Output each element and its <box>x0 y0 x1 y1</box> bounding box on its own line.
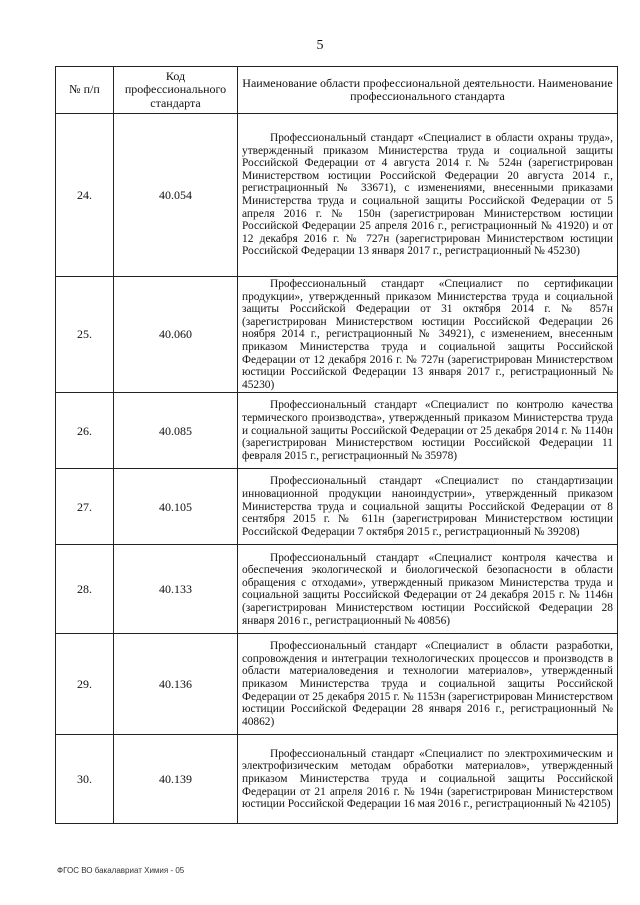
professional-standards-table <box>55 66 618 824</box>
table-row <box>56 634 618 735</box>
standard-description-text: Профессиональный стандарт «Специалист по стандартизации инновационной продукции наноиндустрии», утвержденный приказом Министерства труда и социальной защиты Российской Федерации от 8 сентября 2015 г. № 611н (зарегистрирован Министерством юстиции Российской Федерации 7 октября 2015 г., регистрационный № 39208) <box>242 475 613 538</box>
table-row <box>56 393 618 469</box>
table-row <box>56 114 618 277</box>
standard-code: 40.105 <box>114 469 238 545</box>
row-number: 27. <box>56 469 114 545</box>
standard-description <box>238 114 618 277</box>
standard-code: 40.060 <box>114 277 238 393</box>
standard-description <box>238 735 618 824</box>
row-number: 30. <box>56 735 114 824</box>
table-row <box>56 545 618 634</box>
table-row <box>56 735 618 824</box>
page-number: 5 <box>316 38 324 53</box>
standard-description <box>238 277 618 393</box>
table-row <box>56 469 618 545</box>
row-number: 28. <box>56 545 114 634</box>
header-number: № п/п <box>56 67 114 114</box>
document-footer: ФГОС ВО бакалавриат Химия - 05 <box>57 866 185 875</box>
standard-description <box>238 469 618 545</box>
standard-description-text: Профессиональный стандарт «Специалист контроля качества и обеспечения экологической и биологической безопасности в области обращения с отходами», утвержденный приказом Министерства труда и социальной защиты Российской Федерации от 24 декабря 2015 г. № 1146н (зарегистрирован Министерством юстиции Российской Федерации 28 января 2016 г., регистрационный № 40856) <box>242 551 613 627</box>
standard-code: 40.085 <box>114 393 238 469</box>
table-header-row <box>56 67 618 114</box>
standard-description-text: Профессиональный стандарт «Специалист по электрохимическим и электрофизическим методам обработки материалов», утвержденный приказом Министерства труда и социальной защиты Российской Федерации от 21 апреля 2016 г. № 194н (зарегистрирован Министерством юстиции Российской Федерации 16 мая 2016 г., регистрационный № 42105) <box>242 747 613 811</box>
standard-description-text: Профессиональный стандарт «Специалист по контролю качества термического производства», утвержденный приказом Министерства труда и социальной защиты Российской Федерации от 25 декабря 2014 г. № 1140н (зарегистрирован Министерством юстиции Российской Федерации 11 февраля 2015 г., регистрационный № 35978) <box>242 399 613 462</box>
row-number: 26. <box>56 393 114 469</box>
standard-code: 40.136 <box>114 634 238 735</box>
standard-description <box>238 393 618 469</box>
standard-description-text: Профессиональный стандарт «Специалист по сертификации продукции», утвержденный приказом Министерства труда и социальной защиты Российской Федерации от 31 октября 2014 г. № 857н (зарегистрирован Министерством юстиции Российской Федерации 26 ноября 2014 г., регистрационный № 34921), с изменением, внесенным приказом Министерства труда и социальной защиты Российской Федерации от 12 декабря 2016 г. № 727н (зарегистрирован Министерством юстиции Российской Федерации 13 января 2017 г., регистрационный № 45230) <box>242 278 613 391</box>
standard-description <box>238 634 618 735</box>
row-number: 25. <box>56 277 114 393</box>
standard-code: 40.054 <box>114 114 238 277</box>
standard-description-text: Профессиональный стандарт «Специалист в области разработки, сопровождения и интеграции технологических процессов и производств в области материаловедения и технологии материалов», утвержденный приказом Министерства труда и социальной защиты Российской Федерации от 25 декабря 2015 г. № 1153н (зарегистрирован Министерством юстиции Российской Федерации 28 января 2016 г., регистрационный № 40862) <box>242 640 613 728</box>
standard-code: 40.133 <box>114 545 238 634</box>
header-standard-code: Код профессионального стандарта <box>114 67 238 114</box>
row-number: 29. <box>56 634 114 735</box>
standard-code: 40.139 <box>114 735 238 824</box>
table-row <box>56 277 618 393</box>
row-number: 24. <box>56 114 114 277</box>
header-standard-name: Наименование области профессиональной деятельности. Наименование профессионального стандарта <box>238 67 618 114</box>
standard-description-text: Профессиональный стандарт «Специалист в области охраны труда», утвержденный приказом Министерства труда и социальной защиты Российской Федерации от 4 августа 2014 г. № 524н (зарегистрирован Министерством юстиции Российской Федерации 20 августа 2014 г., регистрационный № 33671), с изменениями, внесенными приказами Министерства труда и социальной защиты Российской Федерации от 5 апреля 2016 г. № 150н (зарегистрирован Министерством юстиции Российской Федерации 25 апреля 2016 г., регистрационный № 41920) и от 12 декабря 2016 г. № 727н (зарегистрирован Министерством юстиции Российской Федерации 13 января 2017 г., регистрационный № 45230) <box>242 132 613 258</box>
standard-description <box>238 545 618 634</box>
